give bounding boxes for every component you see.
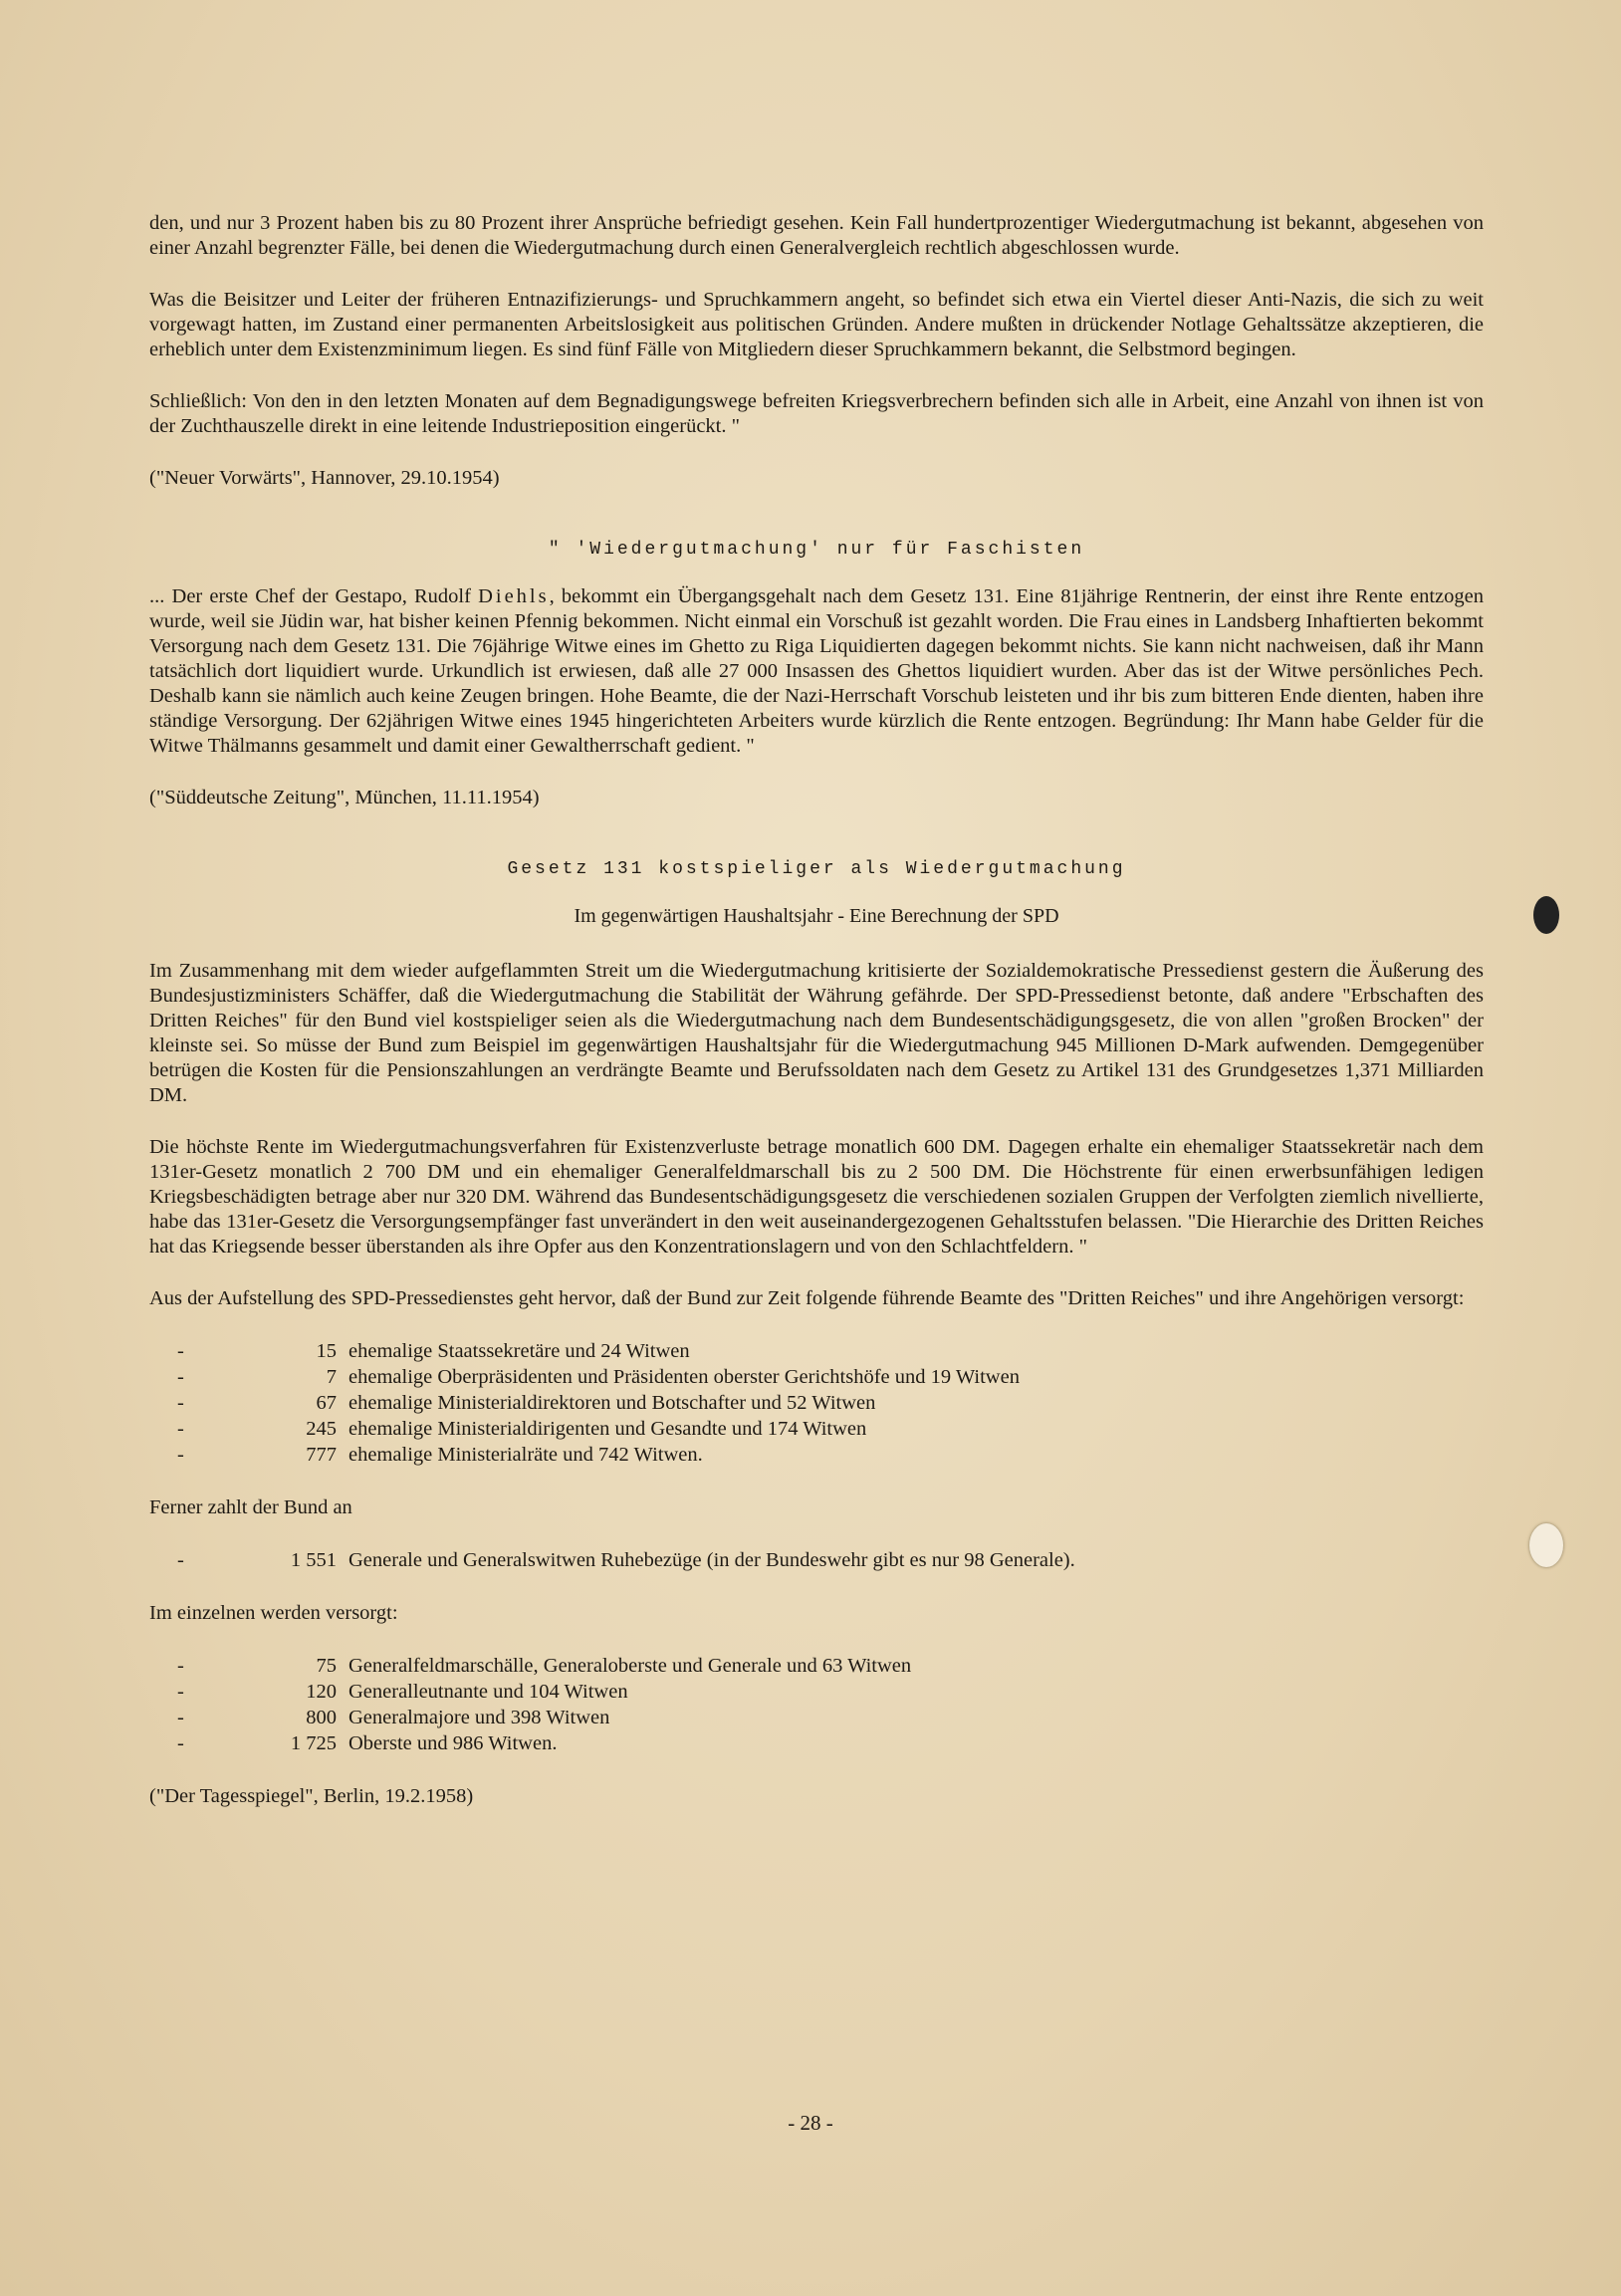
list-item: - 15 ehemalige Staatssekretäre und 24 Witwen — [177, 1340, 690, 1362]
list-item: - 777 ehemalige Ministerialräte und 742 Witwen. — [177, 1444, 703, 1466]
paragraph-4-rest: , bekommt ein Übergangsgehalt nach dem Gesetz 131. Eine 81jährige Rentnerin, der einst ihre Rente entzogen wurde, weil sie Jüdin war, hat bisher keinen Pfennig bekommen. Nicht einmal ein Vorschuß ist gezahlt worden. Die Frau eines in Landsberg Inhaftierten bekommt Versorgung nach dem Gesetz 131. Die 76jährige Witwe eines im Ghetto zu Riga Liquidierten dagegen bekommt nichts. Sie kann nicht nachweisen, daß ihr Mann tatsächlich dort liquidiert wurde. Urkundlich ist erwiesen, daß alle 27 000 Insassen des Ghettos liquidiert wurden. Aber das ist der Witwe persönliches Pech. Deshalb kann sie nämlich auch keine Zeugen bringen. Hohe Beamte, die der Nazi-Herrschaft Vorschub leisteten und ihr bis zum bitteren Ende dienten, haben ihre ständige Versorgung. Der 62jährigen Witwe eines 1945 hingerichteten Arbeiters wurde kürzlich die Rente entzogen. Begründung: Ihr Mann habe Gelder für die Witwe Thälmanns gesammelt und damit einer Gewaltherrschaft gedient. " — [149, 585, 1484, 757]
list-item: - 67 ehemalige Ministerialdirektoren und Botschafter und 52 Witwen — [177, 1392, 876, 1414]
page-number: - 28 - — [788, 2111, 833, 2135]
source-citation-3: ("Der Tagesspiegel", Berlin, 19.2.1958) — [149, 1785, 474, 1807]
list-item: - 800 Generalmajore und 398 Witwen — [177, 1707, 610, 1728]
paragraph-5: Im Zusammenhang mit dem wieder aufgeflammten Streit um die Wiedergutmachung kritisierte der Sozialdemokratische Pressedienst gestern die Äußerung des Bundesjustizministers Schäffer, daß die Wiedergutmachung die Stabilität der Währung gefährde. Der SPD-Pressedienst betonte, daß andere "Erbschaften des Dritten Reiches" für den Bund viel kostspieliger seien als die Wiedergutmachung nach dem Bundesentschädigungsgesetz, die von allen "großen Brocken" der kleinste sei. So müsse der Bund zum Beispiel im gegenwärtigen Haushaltsjahr für die Wiedergutmachung 945 Millionen D-Mark aufwenden. Demgegenüber betrügen die Kosten für die Pensionszahlungen an verdrängte Beamte und Berufssoldaten nach dem Gesetz zu Artikel 131 des Grundgesetzes 1,371 Milliarden DM. — [149, 960, 1484, 1106]
section-heading-1: " 'Wiedergutmachung' nur für Faschisten — [548, 540, 1085, 560]
paragraph-1: den, und nur 3 Prozent haben bis zu 80 Prozent ihrer Ansprüche befriedigt gesehen. Kein Fall hundertprozentiger Wiedergutmachung ist bekannt, abgesehen von einer Anzahl begrenzter Fälle, bei denen die Wiedergutmachung durch einen Generalvergleich rechtlich abgeschlossen wurde. — [149, 212, 1484, 259]
officials-list — [177, 1338, 1484, 1468]
name-diehls: Diehls — [478, 585, 550, 607]
document-body — [149, 211, 1484, 1836]
section-heading-2: Gesetz 131 kostspieliger als Wiedergutmachung — [507, 859, 1126, 879]
generals-detail-list — [177, 1653, 1484, 1756]
paragraph-4 — [149, 584, 1484, 759]
paragraph-8: Ferner zahlt der Bund an — [149, 1496, 352, 1518]
paragraph-2: Was die Beisitzer und Leiter der früheren Entnazifizierungs- und Spruchkammern angeht, so befindet sich etwa ein Viertel dieser Anti-Nazis, die sich zu weit vorgewagt hatten, im Zustand einer permanenten Arbeitslosigkeit aus politischen Gründen. Andere mußten in drückender Notlage Gehaltssätze akzeptieren, die erheblich unter dem Existenzminimum liegen. Es sind fünf Fälle von Mitgliedern dieser Spruchkammern bekannt, die Selbstmord begingen. — [149, 289, 1484, 360]
source-citation-2: ("Süddeutsche Zeitung", München, 11.11.1954) — [149, 787, 540, 808]
punch-hole-mark-top — [1533, 896, 1559, 934]
list-item: - 7 ehemalige Oberpräsidenten und Präsidenten oberster Gerichtshöfe und 19 Witwen — [177, 1366, 1020, 1388]
paragraph-9: Im einzelnen werden versorgt: — [149, 1602, 398, 1624]
paragraph-7: Aus der Aufstellung des SPD-Pressedienstes geht hervor, daß der Bund zur Zeit folgende führende Beamte des "Dritten Reiches" und ihre Angehörigen versorgt: — [149, 1287, 1465, 1309]
list-item: - 120 Generalleutnante und 104 Witwen — [177, 1681, 628, 1703]
paragraph-6: Die höchste Rente im Wiedergutmachungsverfahren für Existenzverluste betrage monatlich 600 DM. Dagegen erhalte ein ehemaliger Staatssekretär nach dem 131er-Gesetz monatlich 2 700 DM und ein ehemaliger Generalfeldmarschall bis zu 2 500 DM. Die Höchstrente für einen erwerbsunfähigen ledigen Kriegsbeschädigten betrage aber nur 320 DM. Während das Bundesentschädigungsgesetz die verschiedenen sozialen Gruppen der Verfolgten ziemlich nivellierte, habe das 131er-Gesetz die Versorgungsempfänger fast unverändert in den weit auseinandergezogenen Gehaltsstufen belassen. "Die Hierarchie des Dritten Reiches hat das Kriegsende besser überstanden als ihre Opfer aus den Konzentrationslagern und von den Schlachtfeldern. " — [149, 1136, 1484, 1258]
punch-hole-mark-bottom — [1529, 1523, 1563, 1567]
generals-total-list — [177, 1547, 1484, 1573]
paragraph-3: Schließlich: Von den in den letzten Monaten auf dem Begnadigungswege befreiten Kriegsverbrechern befinden sich alle in Arbeit, eine Anzahl von ihnen ist von der Zuchthauszelle direkt in eine leitende Industrieposition eingerückt. " — [149, 390, 1484, 437]
list-item: - 75 Generalfeldmarschälle, Generaloberste und Generale und 63 Witwen — [177, 1655, 912, 1677]
list-item: - 1 725 Oberste und 986 Witwen. — [177, 1732, 558, 1754]
paragraph-4-start: ... Der erste Chef der Gestapo, Rudolf — [149, 585, 479, 607]
source-citation-1: ("Neuer Vorwärts", Hannover, 29.10.1954) — [149, 467, 500, 489]
list-item: - 245 ehemalige Ministerialdirigenten und Gesandte und 174 Witwen — [177, 1418, 867, 1440]
section-subheading-2: Im gegenwärtigen Haushaltsjahr - Eine Berechnung der SPD — [574, 905, 1059, 927]
list-item: - 1 551 Generale und Generalswitwen Ruhebezüge (in der Bundeswehr gibt es nur 98 Generale). — [177, 1549, 1075, 1571]
